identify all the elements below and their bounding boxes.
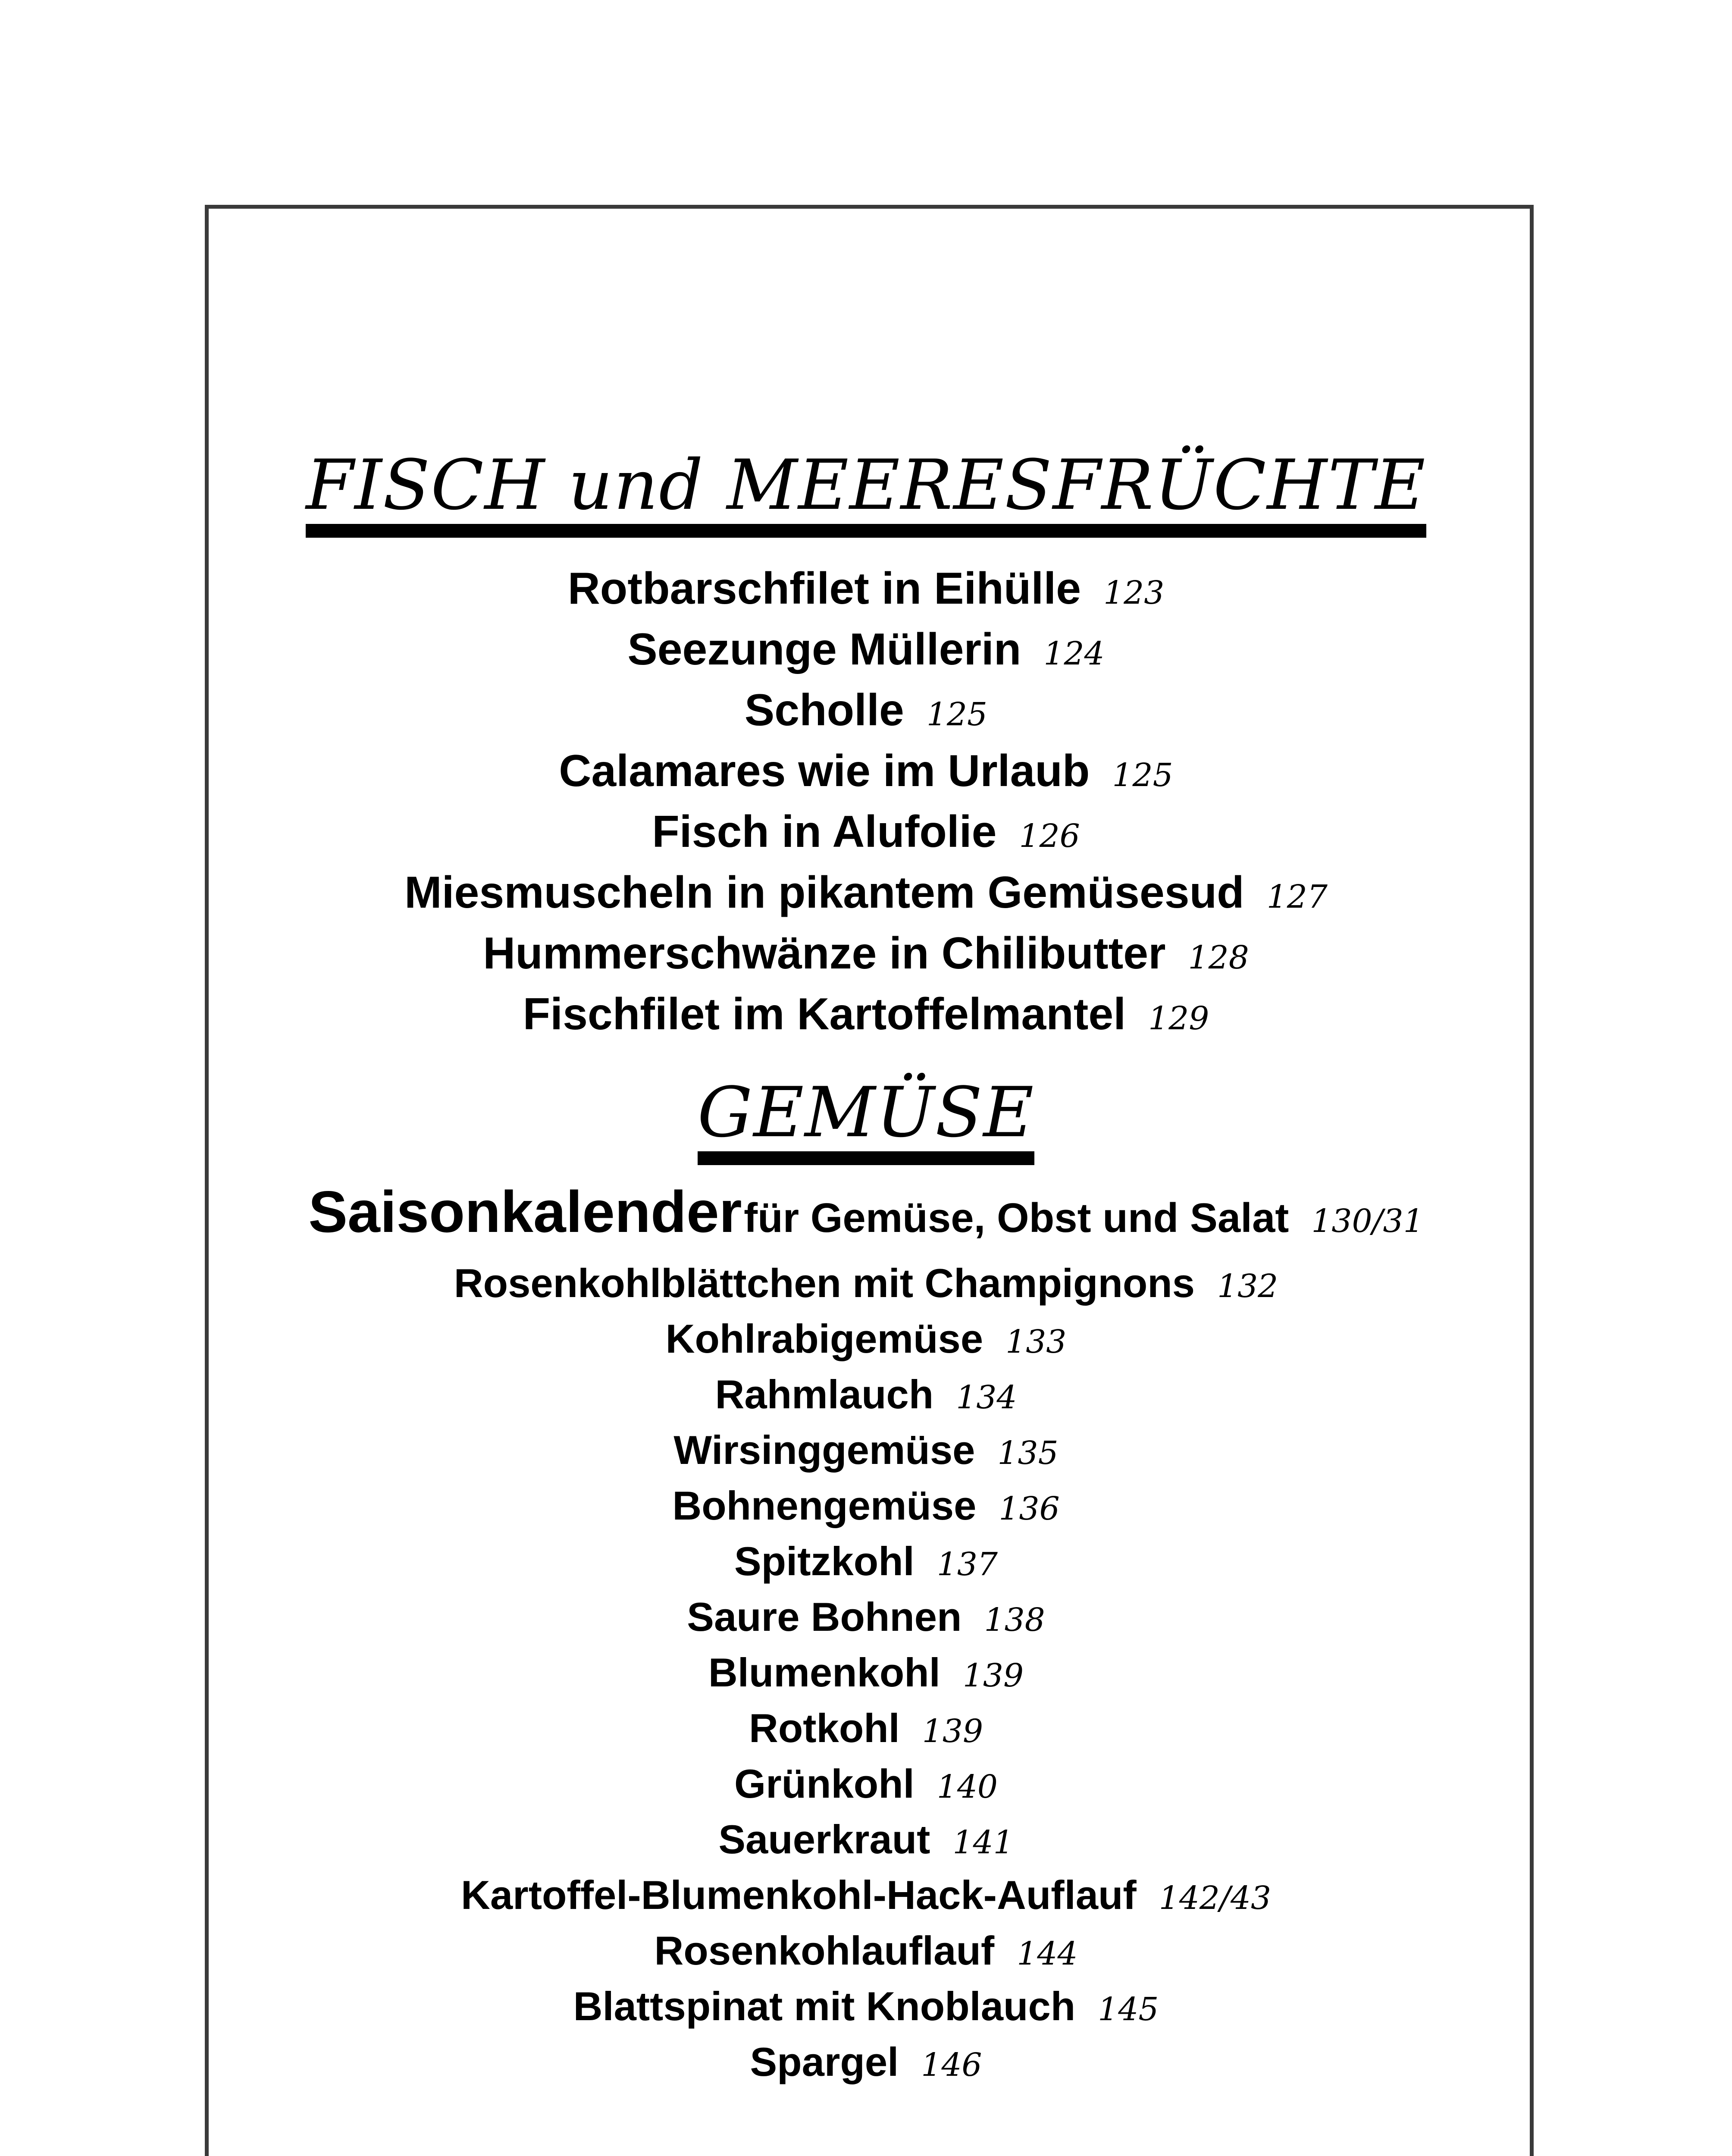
vegetables-section-title-text: GEMÜSE	[698, 1078, 1035, 1165]
recipe-name: Sauerkraut	[718, 1817, 930, 1862]
list-item[interactable]	[0, 1257, 1732, 1313]
recipe-name: Hummerschwänze in Chilibutter	[483, 928, 1166, 978]
fish-section-title-text: FISCH und MEERESFRÜCHTE	[306, 451, 1426, 538]
recipe-name: Wirsinggemüse	[673, 1427, 975, 1473]
recipe-page-number: 125	[1112, 757, 1173, 794]
season-calendar-sublabel: für Gemüse, Obst und Salat	[744, 1195, 1289, 1241]
recipe-page-number: 139	[962, 1657, 1024, 1694]
list-item[interactable]	[0, 1980, 1732, 2036]
recipe-page-number: 136	[999, 1490, 1060, 1527]
vegetables-recipe-list	[0, 1257, 1732, 2091]
list-item[interactable]	[0, 1702, 1732, 1758]
list-item[interactable]	[0, 1368, 1732, 1424]
recipe-page-number: 126	[1019, 818, 1080, 855]
recipe-name: Seezunge Müllerin	[627, 624, 1021, 674]
list-item[interactable]	[0, 1924, 1732, 1980]
recipe-page-number: 144	[1017, 1935, 1078, 1972]
list-item[interactable]	[0, 2036, 1732, 2091]
recipe-page-number: 140	[936, 1768, 998, 1805]
list-item[interactable]	[0, 1758, 1732, 1813]
recipe-page-number: 129	[1148, 1000, 1209, 1037]
recipe-name: Saure Bohnen	[687, 1594, 962, 1639]
list-item[interactable]	[0, 682, 1732, 743]
list-item[interactable]	[0, 1591, 1732, 1646]
list-item[interactable]	[0, 865, 1732, 925]
recipe-name: Rosenkohlblättchen mit Champignons	[454, 1260, 1195, 1306]
recipe-name: Blattspinat mit Knoblauch	[573, 1984, 1076, 2029]
recipe-name: Blumenkohl	[708, 1650, 940, 1695]
recipe-page-number: 134	[956, 1379, 1017, 1416]
recipe-page-number: 132	[1217, 1268, 1278, 1305]
recipe-page-number: 141	[952, 1824, 1014, 1861]
list-item[interactable]	[0, 1869, 1732, 1924]
recipe-name: Bohnengemüse	[672, 1483, 977, 1528]
list-item[interactable]	[0, 1535, 1732, 1591]
recipe-name: Miesmuscheln in pikantem Gemüsesud	[404, 868, 1244, 918]
recipe-page-number: 139	[922, 1713, 983, 1750]
season-calendar-page-number: 130/31	[1311, 1203, 1424, 1240]
recipe-name: Rotkohl	[749, 1705, 900, 1751]
recipe-name: Fisch in Alufolie	[652, 807, 997, 857]
recipe-name: Rosenkohlauflauf	[654, 1928, 995, 1973]
recipe-name: Spargel	[750, 2039, 899, 2084]
recipe-page-number: 142/43	[1159, 1880, 1272, 1917]
recipe-name: Kartoffel-Blumenkohl-Hack-Auflauf	[460, 1872, 1137, 1918]
list-item[interactable]	[0, 986, 1732, 1047]
list-item[interactable]	[0, 621, 1732, 682]
recipe-page-number: 146	[921, 2046, 982, 2084]
fish-recipe-list	[0, 561, 1732, 1047]
recipe-page-number: 137	[936, 1546, 998, 1583]
recipe-page-number: 133	[1005, 1323, 1067, 1360]
list-item[interactable]	[0, 743, 1732, 804]
recipe-name: Kohlrabigemüse	[665, 1316, 983, 1361]
recipe-name: Scholle	[744, 685, 904, 735]
recipe-name: Calamares wie im Urlaub	[559, 746, 1090, 796]
recipe-page-number: 128	[1188, 939, 1249, 976]
season-calendar-label: Saisonkalender	[308, 1179, 742, 1244]
recipe-name: Rotbarschfilet in Eihülle	[567, 564, 1081, 614]
recipe-page-number: 124	[1043, 635, 1105, 672]
recipe-page-number: 138	[984, 1601, 1045, 1639]
fish-section-title	[0, 445, 1732, 538]
season-calendar-entry[interactable]	[0, 1179, 1732, 1263]
recipe-page-number: 125	[926, 696, 988, 733]
list-item[interactable]	[0, 804, 1732, 865]
recipe-name: Grünkohl	[734, 1761, 915, 1806]
recipe-page-number: 145	[1098, 1991, 1159, 2028]
list-item[interactable]	[0, 1424, 1732, 1479]
list-item[interactable]	[0, 1646, 1732, 1702]
list-item[interactable]	[0, 925, 1732, 986]
recipe-name: Fischfilet im Kartoffelmantel	[523, 989, 1126, 1039]
vegetables-section-title	[0, 1072, 1732, 1165]
recipe-name: Rahmlauch	[715, 1372, 934, 1417]
list-item[interactable]	[0, 561, 1732, 621]
list-item[interactable]	[0, 1313, 1732, 1368]
recipe-page-number: 123	[1103, 574, 1165, 611]
recipe-page-number: 135	[997, 1435, 1059, 1472]
list-item[interactable]	[0, 1813, 1732, 1869]
list-item[interactable]	[0, 1479, 1732, 1535]
recipe-page-number: 127	[1266, 878, 1328, 915]
recipe-name: Spitzkohl	[734, 1539, 915, 1584]
